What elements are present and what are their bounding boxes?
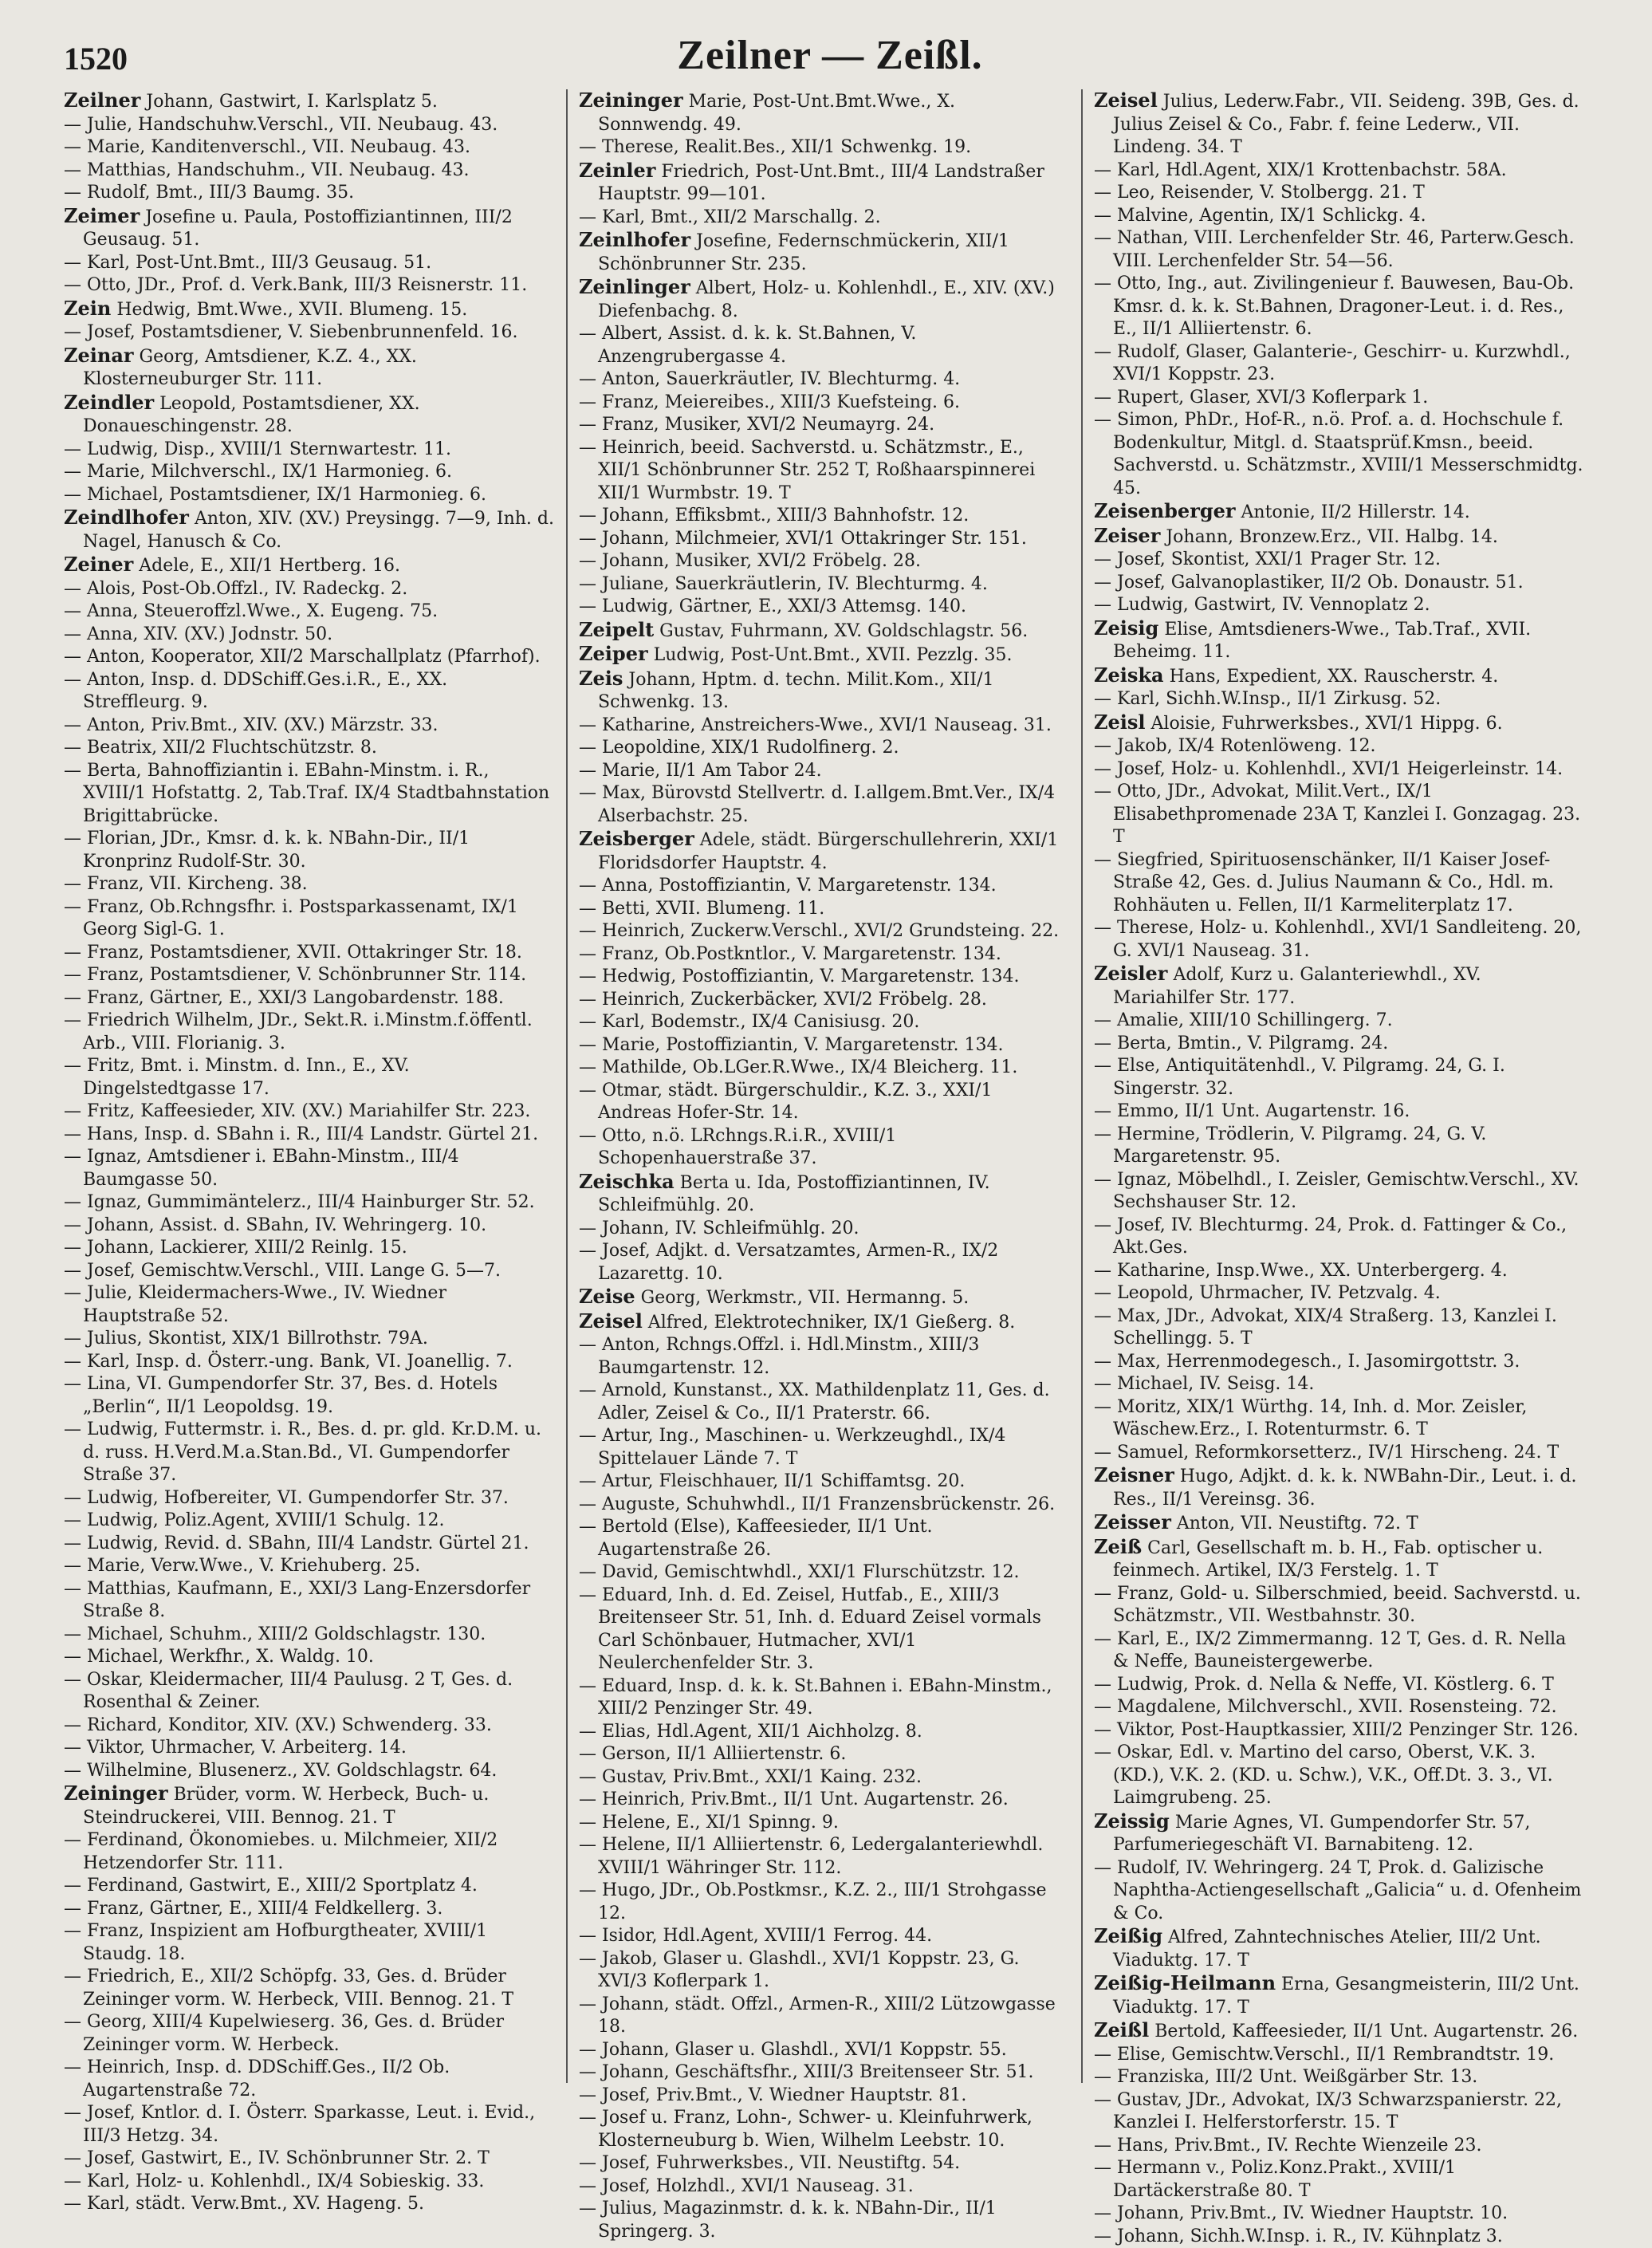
directory-entry: Zeinlhofer Josefine, Federnschmückerin, XII/1 Schönbrunner Str. 235. xyxy=(579,229,1070,276)
directory-entry: — Otto, Ing., aut. Zivilingenieur f. Bauwesen, Bau-Ob. Kmsr. d. k. k. St.Bahnen, Dragoner-Leut. i. d. Res., E., II/1 Alliiertenstr. 6. xyxy=(1094,273,1585,341)
directory-entry: — Ludwig, Poliz.Agent, XVIII/1 Schulg. 12. xyxy=(64,1510,555,1533)
directory-entry: — Simon, PhDr., Hof-R., n.ö. Prof. a. d. Hochschule f. Bodenkultur, Mitgl. d. Staatsprüf.Kmsn., beeid. Sachverstd. u. Schätzmstr., XVIII/1 Messerschmidtg. 45. xyxy=(1094,409,1585,500)
directory-entry: — Heinrich, Zuckerbäcker, XVI/2 Fröbelg. 28. xyxy=(579,989,1070,1012)
directory-entry: — Auguste, Schuhwhdl., II/1 Franzensbrückenstr. 26. xyxy=(579,1494,1070,1517)
directory-entry: — Otmar, städt. Bürgerschuldir., K.Z. 3., XXI/1 Andreas Hofer-Str. 14. xyxy=(579,1080,1070,1125)
headword: Zeisser xyxy=(1094,1510,1171,1533)
directory-entry: — Karl, Bodemstr., IX/4 Canisiusg. 20. xyxy=(579,1011,1070,1034)
directory-entry: — Gerson, II/1 Alliiertenstr. 6. xyxy=(579,1743,1070,1766)
directory-entry: — Leopoldine, XIX/1 Rudolfinerg. 2. xyxy=(579,737,1070,760)
directory-entry: — Franz, Gold- u. Silberschmied, beeid. Sachverstd. u. Schätzmstr., VII. Westbahnstr. 30. xyxy=(1094,1583,1585,1628)
directory-entry: Zeiner Adele, E., XII/1 Hertberg. 16. xyxy=(64,553,555,578)
directory-entry: — Karl, Post-Unt.Bmt., III/3 Geusaug. 51. xyxy=(64,252,555,275)
directory-entry: — Ludwig, Hofbereiter, VI. Gumpendorfer Str. 37. xyxy=(64,1487,555,1510)
page-number: 1520 xyxy=(64,40,128,77)
headword: Zeiska xyxy=(1094,663,1164,687)
headword: Zeisig xyxy=(1094,616,1158,640)
directory-entry: — Rudolf, Bmt., III/3 Baumg. 35. xyxy=(64,182,555,205)
directory-entry: — Ignaz, Gummimäntelerz., III/4 Hainburger Str. 52. xyxy=(64,1191,555,1215)
directory-entry: Zeisel Julius, Lederw.Fabr., VII. Seideng. 39B, Ges. d. Julius Zeisel & Co., Fabr. f. feine Lederw., VII. Lindeng. 34. T xyxy=(1094,89,1585,159)
directory-entry: Zeißig-Heilmann Erna, Gesangmeisterin, III/2 Unt. Viaduktg. 17. T xyxy=(1094,1972,1585,2019)
directory-entry: — Helene, E., XI/1 Spinng. 9. xyxy=(579,1812,1070,1835)
directory-entry: — Rupert, Glaser, XVI/3 Koflerpark 1. xyxy=(1094,387,1585,410)
directory-entry: — Ludwig, Futtermstr. i. R., Bes. d. pr. gld. Kr.D.M. u. d. russ. H.Verd.M.a.Stan.Bd., VI. Gumpendorfer Straße 37. xyxy=(64,1419,555,1487)
directory-entry: — Marie, II/1 Am Tabor 24. xyxy=(579,760,1070,783)
directory-entry: — Fritz, Bmt. i. Minstm. d. Inn., E., XV. Dingelstedtgasse 17. xyxy=(64,1055,555,1100)
headword: Zeisl xyxy=(1094,711,1146,734)
directory-entry: — Malvine, Agentin, IX/1 Schlickg. 4. xyxy=(1094,205,1585,228)
directory-entry: — Karl, Holz- u. Kohlenhdl., IX/4 Sobieskig. 33. xyxy=(64,2171,555,2194)
directory-entry: Zein Hedwig, Bmt.Wwe., XVII. Blumeng. 15. xyxy=(64,297,555,322)
directory-entry: — Johann, Priv.Bmt., IV. Wiedner Hauptstr. 10. xyxy=(1094,2203,1585,2226)
directory-entry: Zeis Johann, Hptm. d. techn. Milit.Kom., XII/1 Schwenkg. 13. xyxy=(579,667,1070,715)
directory-entry: Zeininger Brüder, vorm. W. Herbeck, Buch- u. Steindruckerei, VIII. Bennog. 21. T xyxy=(64,1782,555,1829)
directory-entry: — Johann, Lackierer, XIII/2 Reinlg. 15. xyxy=(64,1237,555,1260)
headword: Zeinar xyxy=(64,344,134,367)
directory-entry: Zeißl Bertold, Kaffeesieder, II/1 Unt. Augartenstr. 26. xyxy=(1094,2019,1585,2044)
directory-entry: Zeiser Johann, Bronzew.Erz., VII. Halbg. 14. xyxy=(1094,525,1585,549)
directory-entry: — Karl, Hdl.Agent, XIX/1 Krottenbachstr. 58A. xyxy=(1094,159,1585,183)
column-3 xyxy=(1081,89,1596,2083)
directory-entry: — Karl, Bmt., XII/2 Marschallg. 2. xyxy=(579,207,1070,230)
directory-entry: Zeißig Alfred, Zahntechnisches Atelier, III/2 Unt. Viaduktg. 17. T xyxy=(1094,1925,1585,1972)
directory-entry: — Julie, Kleidermachers-Wwe., IV. Wiedner Hauptstraße 52. xyxy=(64,1282,555,1328)
directory-entry: — Florian, JDr., Kmsr. d. k. k. NBahn-Dir., II/1 Kronprinz Rudolf-Str. 30. xyxy=(64,828,555,873)
headword: Zeipelt xyxy=(579,618,654,641)
directory-entry: — Josef, IV. Blechturmg. 24, Prok. d. Fattinger & Co., Akt.Ges. xyxy=(1094,1215,1585,1260)
directory-entry: — Johann, Effiksbmt., XIII/3 Bahnhofstr. 12. xyxy=(579,505,1070,528)
directory-entry: — Max, Bürovstd Stellvertr. d. I.allgem.Bmt.Ver., IX/4 Alserbachstr. 25. xyxy=(579,782,1070,828)
directory-entry: — Michael, Werkfhr., X. Waldg. 10. xyxy=(64,1646,555,1669)
directory-entry: — Heinrich, Priv.Bmt., II/1 Unt. Augartenstr. 26. xyxy=(579,1789,1070,1812)
headword: Zeisler xyxy=(1094,962,1167,985)
directory-entry: Zeinar Georg, Amtsdiener, K.Z. 4., XX. Klosterneuburger Str. 111. xyxy=(64,344,555,392)
column-2 xyxy=(566,89,1081,2083)
directory-entry: Zeisberger Adele, städt. Bürgerschullehrerin, XXI/1 Floridsdorfer Hauptstr. 4. xyxy=(579,828,1070,875)
directory-entry: — Hermann v., Poliz.Konz.Prakt., XVIII/1 Dartäckerstraße 80. T xyxy=(1094,2157,1585,2203)
headword: Zeischka xyxy=(579,1170,675,1193)
directory-entry: Zeimer Josefine u. Paula, Postoffiziantinnen, III/2 Geusaug. 51. xyxy=(64,205,555,252)
directory-entry: — Hedwig, Postoffiziantin, V. Margaretenstr. 134. xyxy=(579,966,1070,989)
headword: Zein xyxy=(64,297,111,320)
directory-entry: — Therese, Realit.Bes., XII/1 Schwenkg. 19. xyxy=(579,136,1070,159)
directory-entry: — Oskar, Kleidermacher, III/4 Paulusg. 2 T, Ges. d. Rosenthal & Zeiner. xyxy=(64,1669,555,1715)
directory-entry: — Eduard, Insp. d. k. k. St.Bahnen i. EBahn-Minstm., XIII/2 Penzinger Str. 49. xyxy=(579,1675,1070,1721)
directory-entry: — Gustav, JDr., Advokat, IX/3 Schwarzspanierstr. 22, Kanzlei I. Helferstorferstr. 15. T xyxy=(1094,2089,1585,2135)
directory-entry: — Rudolf, Glaser, Galanterie-, Geschirr- u. Kurzwhdl., XVI/1 Koppstr. 23. xyxy=(1094,341,1585,387)
directory-entry: — Samuel, Reformkorsetterz., IV/1 Hirscheng. 24. T xyxy=(1094,1442,1585,1465)
directory-entry: — Mathilde, Ob.LGer.R.Wwe., IX/4 Bleicherg. 11. xyxy=(579,1057,1070,1080)
directory-entry: Zeipelt Gustav, Fuhrmann, XV. Goldschlagstr. 56. xyxy=(579,619,1070,644)
directory-entry: — Otto, n.ö. LRchngs.R.i.R., XVIII/1 Schopenhauerstraße 37. xyxy=(579,1125,1070,1171)
directory-entry: — Siegfried, Spirituosenschänker, II/1 Kaiser Josef-Straße 42, Ges. d. Julius Naumann & Co., Hdl. m. Rohhäuten u. Fellen, II/1 Karmeliterplatz 17. xyxy=(1094,849,1585,918)
directory-entry: — Nathan, VIII. Lerchenfelder Str. 46, Parterw.Gesch. VIII. Lerchenfelder Str. 54—56. xyxy=(1094,227,1585,273)
directory-entry: — Ludwig, Gastwirt, IV. Vennoplatz 2. xyxy=(1094,594,1585,617)
directory-entry: — Georg, XIII/4 Kupelwieserg. 36, Ges. d. Brüder Zeininger vorm. W. Herbeck. xyxy=(64,2011,555,2057)
headword: Zeiser xyxy=(1094,524,1160,547)
directory-entry: Zeisler Adolf, Kurz u. Galanteriewhdl., XV. Mariahilfer Str. 177. xyxy=(1094,963,1585,1010)
directory-entry: Zeiska Hans, Expedient, XX. Rauscherstr. 4. xyxy=(1094,664,1585,689)
directory-entry: — Matthias, Kaufmann, E., XXI/3 Lang-Enzersdorfer Straße 8. xyxy=(64,1578,555,1624)
directory-entry: — Johann, Milchmeier, XVI/1 Ottakringer Str. 151. xyxy=(579,528,1070,551)
directory-entry: — Beatrix, XII/2 Fluchtschützstr. 8. xyxy=(64,737,555,760)
directory-entry: — Johann, Sichh.W.Insp. i. R., IV. Kühnplatz 3. xyxy=(1094,2226,1585,2248)
directory-entry: — Amalie, XIII/10 Schillingerg. 7. xyxy=(1094,1010,1585,1033)
headword: Zeininger xyxy=(579,89,683,112)
directory-entry: — Heinrich, Insp. d. DDSchiff.Ges., II/2 Ob. Augartenstraße 72. xyxy=(64,2057,555,2102)
directory-entry: — Heinrich, Zuckerw.Verschl., XVI/2 Grundsteing. 22. xyxy=(579,920,1070,943)
directory-entry: — Franziska, III/2 Unt. Weißgärber Str. 13. xyxy=(1094,2066,1585,2089)
directory-entry: Zeisner Hugo, Adjkt. d. k. k. NWBahn-Dir., Leut. i. d. Res., II/1 Vereinsg. 36. xyxy=(1094,1464,1585,1511)
directory-entry: — Johann, Glaser u. Glashdl., XVI/1 Koppstr. 55. xyxy=(579,2039,1070,2062)
directory-entry: — Michael, Schuhm., XIII/2 Goldschlagstr. 130. xyxy=(64,1624,555,1647)
headword: Zeiper xyxy=(579,642,648,665)
directory-entry: — Viktor, Post-Hauptkassier, XIII/2 Penzinger Str. 126. xyxy=(1094,1719,1585,1742)
directory-entry: Zeissig Marie Agnes, VI. Gumpendorfer Str. 57, Parfumeriegeschäft VI. Barnabiteng. 12. xyxy=(1094,1810,1585,1857)
directory-entry: — Marie, Verw.Wwe., V. Kriehuberg. 25. xyxy=(64,1555,555,1578)
directory-entry: — Gustav, Priv.Bmt., XXI/1 Kaing. 232. xyxy=(579,1766,1070,1789)
directory-entry: — Franz, Musiker, XVI/2 Neumayrg. 24. xyxy=(579,414,1070,437)
directory-entry: — Josef, Galvanoplastiker, II/2 Ob. Donaustr. 51. xyxy=(1094,572,1585,595)
directory-entry: — Ignaz, Amtsdiener i. EBahn-Minstm., III/4 Baumgasse 50. xyxy=(64,1146,555,1191)
directory-entry: — Marie, Postoffiziantin, V. Margaretenstr. 134. xyxy=(579,1034,1070,1057)
directory-entry: — Otto, JDr., Advokat, Milit.Vert., IX/1 Elisabethpromenade 23A T, Kanzlei I. Gonzagag. 23. T xyxy=(1094,781,1585,849)
directory-entry: — Josef, Holz- u. Kohlenhdl., XVI/1 Heigerleinstr. 14. xyxy=(1094,758,1585,781)
directory-entry: Zeisenberger Antonie, II/2 Hillerstr. 14. xyxy=(1094,500,1585,525)
directory-entry: — Franz, Meiereibes., XIII/3 Kuefsteing. 6. xyxy=(579,392,1070,415)
directory-entry: — Artur, Fleischhauer, II/1 Schiffamtsg. 20. xyxy=(579,1470,1070,1494)
directory-entry: — Karl, E., IX/2 Zimmermanng. 12 T, Ges. d. R. Nella & Neffe, Bauneistergewerbe. xyxy=(1094,1628,1585,1674)
directory-entry: — Moritz, XIX/1 Würthg. 14, Inh. d. Mor. Zeisler, Wäschew.Erz., I. Rotenturmstr. 6. T xyxy=(1094,1396,1585,1442)
headword: Zeissig xyxy=(1094,1809,1170,1833)
headword: Zeis xyxy=(579,667,623,690)
directory-entry: — Friedrich, E., XII/2 Schöpfg. 33, Ges. d. Brüder Zeininger vorm. W. Herbeck, VIII. Bennog. 21. T xyxy=(64,1966,555,2011)
directory-entry: Zeiß Carl, Gesellschaft m. b. H., Fab. optischer u. feinmech. Artikel, IX/3 Ferstelg. 1. T xyxy=(1094,1536,1585,1583)
directory-entry: — Julie, Handschuhw.Verschl., VII. Neubaug. 43. xyxy=(64,114,555,137)
headword: Zeindlhofer xyxy=(64,506,189,529)
directory-entry: — Max, JDr., Advokat, XIX/4 Straßerg. 13, Kanzlei I. Schellingg. 5. T xyxy=(1094,1305,1585,1351)
directory-entry: — Josef, Skontist, XXI/1 Prager Str. 12. xyxy=(1094,549,1585,572)
directory-entry: — Johann, IV. Schleifmühlg. 20. xyxy=(579,1218,1070,1241)
directory-entry: — Jakob, Glaser u. Glashdl., XVI/1 Koppstr. 23, G. XVI/3 Koflerpark 1. xyxy=(579,1948,1070,1994)
directory-entry: — Friedrich Wilhelm, JDr., Sekt.R. i.Minstm.f.öffentl. Arb., VIII. Florianig. 3. xyxy=(64,1010,555,1055)
directory-entry: — Johann, Musiker, XVI/2 Fröbelg. 28. xyxy=(579,550,1070,573)
directory-entry: — Wilhelmine, Blusenerz., XV. Goldschlagstr. 64. xyxy=(64,1760,555,1783)
headword: Zeisner xyxy=(1094,1463,1174,1486)
directory-entry: — Johann, Geschäftsfhr., XIII/3 Breitenseer Str. 51. xyxy=(579,2061,1070,2085)
directory-entry: — Ludwig, Prok. d. Nella & Neffe, VI. Köstlerg. 6. T xyxy=(1094,1674,1585,1697)
directory-entry: — Josef, Fuhrwerksbes., VII. Neustiftg. 54. xyxy=(579,2152,1070,2175)
directory-entry: — Katharine, Anstreichers-Wwe., XVI/1 Nauseag. 31. xyxy=(579,715,1070,738)
directory-entry: Zeise Georg, Werkmstr., VII. Hermanng. 5. xyxy=(579,1285,1070,1310)
running-title: Zeilner — Zeißl. xyxy=(64,32,1596,79)
headword: Zeinlhofer xyxy=(579,228,690,251)
directory-entry: — Karl, städt. Verw.Bmt., XV. Hageng. 5. xyxy=(64,2193,555,2216)
directory-entry: — Emmo, II/1 Unt. Augartenstr. 16. xyxy=(1094,1100,1585,1124)
directory-entry: Zeischka Berta u. Ida, Postoffiziantinnen, IV. Schleifmühlg. 20. xyxy=(579,1171,1070,1218)
directory-entry: — Betti, XVII. Blumeng. 11. xyxy=(579,898,1070,921)
directory-entry: — Juliane, Sauerkräutlerin, IV. Blechturmg. 4. xyxy=(579,573,1070,596)
directory-entry: — Hans, Priv.Bmt., IV. Rechte Wienzeile 23. xyxy=(1094,2135,1585,2158)
directory-entry: — Richard, Konditor, XIV. (XV.) Schwenderg. 33. xyxy=(64,1715,555,1738)
directory-entry: Zeindlhofer Anton, XIV. (XV.) Preysingg. 7—9, Inh. d. Nagel, Hanusch & Co. xyxy=(64,506,555,553)
headword: Zeißig-Heilmann xyxy=(1094,1971,1276,1994)
directory-columns xyxy=(64,89,1596,2083)
headword: Zeisel xyxy=(579,1309,643,1333)
headword: Zeise xyxy=(579,1285,635,1308)
directory-entry: — Ferdinand, Ökonomiebes. u. Milchmeier, XII/2 Hetzendorfer Str. 111. xyxy=(64,1829,555,1875)
directory-entry: — Karl, Insp. d. Österr.-ung. Bank, VI. Joanellig. 7. xyxy=(64,1351,555,1374)
directory-entry: — Hugo, JDr., Ob.Postkmsr., K.Z. 2., III/1 Strohgasse 12. xyxy=(579,1880,1070,1925)
headword: Zeindler xyxy=(64,391,154,414)
directory-entry: — Michael, IV. Seisg. 14. xyxy=(1094,1373,1585,1396)
directory-entry: — Josef, Adjkt. d. Versatzamtes, Armen-R., IX/2 Lazarettg. 10. xyxy=(579,1240,1070,1285)
directory-entry: — Katharine, Insp.Wwe., XX. Unterbergerg. 4. xyxy=(1094,1260,1585,1283)
directory-entry: — Albert, Assist. d. k. k. St.Bahnen, V. Anzengrubergasse 4. xyxy=(579,323,1070,368)
directory-entry: — Helene, II/1 Alliiertenstr. 6, Ledergalanteriewhdl. XVIII/1 Währinger Str. 112. xyxy=(579,1834,1070,1880)
directory-entry: — Franz, Postamtsdiener, V. Schönbrunner Str. 114. xyxy=(64,964,555,987)
directory-entry: — Eduard, Inh. d. Ed. Zeisel, Hutfab., E., XIII/3 Breitenseer Str. 51, Inh. d. Eduard Zeisel vormals Carl Schönbauer, Hutmacher, XVI/1 Neulerchenfelder Str. 3. xyxy=(579,1585,1070,1675)
directory-entry: — Ignaz, Möbelhdl., I. Zeisler, Gemischtw.Verschl., XV. Sechshauser Str. 12. xyxy=(1094,1169,1585,1215)
directory-entry: — Jakob, IX/4 Rotenlöweng. 12. xyxy=(1094,735,1585,758)
headword: Zeißl xyxy=(1094,2018,1149,2041)
directory-entry: — Elise, Gemischtw.Verschl., II/1 Rembrandtstr. 19. xyxy=(1094,2044,1585,2067)
directory-entry: — Isidor, Hdl.Agent, XVIII/1 Ferrog. 44. xyxy=(579,1925,1070,1948)
directory-entry: — Else, Antiquitätenhdl., V. Pilgramg. 24, G. I. Singerstr. 32. xyxy=(1094,1055,1585,1100)
headword: Zeisel xyxy=(1094,89,1158,112)
directory-entry: — Anton, Priv.Bmt., XIV. (XV.) Märzstr. 33. xyxy=(64,715,555,738)
directory-entry: — Arnold, Kunstanst., XX. Mathildenplatz 11, Ges. d. Adler, Zeisel & Co., II/1 Praterstr. 66. xyxy=(579,1380,1070,1425)
directory-entry: — Marie, Milchverschl., IX/1 Harmonieg. 6. xyxy=(64,461,555,484)
headword: Zeisenberger xyxy=(1094,499,1236,522)
directory-entry: — Karl, Sichh.W.Insp., II/1 Zirkusg. 52. xyxy=(1094,688,1585,711)
directory-entry: Zeinlinger Albert, Holz- u. Kohlenhdl., E., XIV. (XV.) Diefenbachg. 8. xyxy=(579,276,1070,323)
directory-entry: — Leo, Reisender, V. Stolbergg. 21. T xyxy=(1094,182,1585,205)
directory-entry: Zeisl Aloisie, Fuhrwerksbes., XVI/1 Hippg. 6. xyxy=(1094,711,1585,736)
directory-entry: — Anton, Sauerkräutler, IV. Blechturmg. 4. xyxy=(579,368,1070,392)
headword: Zeiner xyxy=(64,553,133,576)
directory-entry: — Ferdinand, Gastwirt, E., XIII/2 Sportplatz 4. xyxy=(64,1875,555,1898)
directory-entry: — Leopold, Uhrmacher, IV. Petzvalg. 4. xyxy=(1094,1282,1585,1305)
directory-entry: — Berta, Bmtin., V. Pilgramg. 24. xyxy=(1094,1033,1585,1056)
directory-entry: — Viktor, Uhrmacher, V. Arbeiterg. 14. xyxy=(64,1737,555,1760)
directory-entry: — Josef, Holzhdl., XVI/1 Nauseag. 31. xyxy=(579,2175,1070,2199)
directory-entry: — Franz, Postamtsdiener, XVII. Ottakringer Str. 18. xyxy=(64,942,555,965)
directory-entry: — Franz, Inspizient am Hofburgtheater, XVIII/1 Staudg. 18. xyxy=(64,1920,555,1966)
headword: Zeininger xyxy=(64,1781,168,1805)
directory-entry: — Oskar, Edl. v. Martino del carso, Oberst, V.K. 3. (KD.), V.K. 2. (KD. u. Schw.), V.K., Off.Dt. 3. 3., VI. Laimgrubeng. 25. xyxy=(1094,1742,1585,1810)
directory-entry: — Anna, Postoffiziantin, V. Margaretenstr. 134. xyxy=(579,875,1070,898)
directory-entry: — Therese, Holz- u. Kohlenhdl., XVI/1 Sandleiteng. 20, G. XVI/1 Nauseag. 31. xyxy=(1094,917,1585,963)
directory-entry: — Josef u. Franz, Lohn-, Schwer- u. Kleinfuhrwerk, Klosterneuburg b. Wien, Wilhelm Leebstr. 10. xyxy=(579,2107,1070,2152)
directory-entry: — David, Gemischtwhdl., XXI/1 Flurschützstr. 12. xyxy=(579,1561,1070,1585)
headword: Zeilner xyxy=(64,89,140,112)
directory-entry: — Julius, Skontist, XIX/1 Billrothstr. 79A. xyxy=(64,1328,555,1351)
directory-entry: — Otto, JDr., Prof. d. Verk.Bank, III/3 Reisnerstr. 11. xyxy=(64,274,555,297)
directory-entry: — Johann, städt. Offzl., Armen-R., XIII/2 Lützowgasse 18. xyxy=(579,1994,1070,2039)
directory-entry: — Hans, Insp. d. SBahn i. R., III/4 Landstr. Gürtel 21. xyxy=(64,1124,555,1147)
directory-entry: Zeisser Anton, VII. Neustiftg. 72. T xyxy=(1094,1511,1585,1536)
directory-entry: — Franz, Gärtner, E., XIII/4 Feldkellerg. 3. xyxy=(64,1898,555,1921)
directory-entry: — Berta, Bahnoffiziantin i. EBahn-Minstm. i. R., XVIII/1 Hofstattg. 2, Tab.Traf. IX/4 Stadtbahnstation Brigittabrücke. xyxy=(64,760,555,829)
directory-entry: — Julius, Magazinmstr. d. k. k. NBahn-Dir., II/1 Springerg. 3. xyxy=(579,2198,1070,2243)
directory-entry: — Josef, Priv.Bmt., V. Wiedner Hauptstr. 81. xyxy=(579,2085,1070,2108)
directory-entry: Zeisel Alfred, Elektrotechniker, IX/1 Gießerg. 8. xyxy=(579,1310,1070,1335)
directory-entry: — Lina, VI. Gumpendorfer Str. 37, Bes. d. Hotels „Berlin“, II/1 Leopoldsg. 19. xyxy=(64,1373,555,1419)
directory-entry: — Anna, XIV. (XV.) Jodnstr. 50. xyxy=(64,624,555,647)
directory-entry: — Artur, Ing., Maschinen- u. Werkzeughdl., IX/4 Spittelauer Lände 7. T xyxy=(579,1425,1070,1470)
directory-entry: Zeinler Friedrich, Post-Unt.Bmt., III/4 Landstraßer Hauptstr. 99—101. xyxy=(579,159,1070,207)
column-1 xyxy=(64,89,566,2083)
directory-entry: — Marie, Kanditenverschl., VII. Neubaug. 43. xyxy=(64,136,555,159)
directory-entry: — Ludwig, Revid. d. SBahn, III/4 Landstr. Gürtel 21. xyxy=(64,1533,555,1556)
headword: Zeinlinger xyxy=(579,275,690,298)
directory-entry: — Anton, Kooperator, XII/2 Marschallplatz (Pfarrhof). xyxy=(64,646,555,669)
directory-entry: — Ludwig, Gärtner, E., XXI/3 Attemsg. 140. xyxy=(579,596,1070,619)
directory-entry: — Magdalene, Milchverschl., XVII. Rosensteing. 72. xyxy=(1094,1696,1585,1719)
page-header xyxy=(64,32,1596,89)
directory-entry: Zeininger Marie, Post-Unt.Bmt.Wwe., X. Sonnwendg. 49. xyxy=(579,89,1070,136)
directory-entry: — Max, Herrenmodegesch., I. Jasomirgottstr. 3. xyxy=(1094,1351,1585,1374)
directory-entry: Zeiper Ludwig, Post-Unt.Bmt., XVII. Pezzlg. 35. xyxy=(579,643,1070,667)
directory-entry: — Matthias, Handschuhm., VII. Neubaug. 43. xyxy=(64,159,555,183)
directory-entry: — Franz, VII. Kircheng. 38. xyxy=(64,873,555,896)
directory-entry: — Anton, Insp. d. DDSchiff.Ges.i.R., E., XX. Streffleurg. 9. xyxy=(64,669,555,715)
headword: Zeisberger xyxy=(579,827,694,850)
directory-entry: — Anna, Steueroffzl.Wwe., X. Eugeng. 75. xyxy=(64,600,555,624)
directory-entry: — Heinrich, beeid. Sachverstd. u. Schätzmstr., E., XII/1 Schönbrunner Str. 252 T, Roßhaarspinnerei XII/1 Wurmbstr. 19. T xyxy=(579,437,1070,506)
headword: Zeiß xyxy=(1094,1535,1142,1558)
directory-entry: — Elias, Hdl.Agent, XII/1 Aichholzg. 8. xyxy=(579,1721,1070,1744)
headword: Zeinler xyxy=(579,159,655,182)
directory-entry: — Rudolf, IV. Wehringerg. 24 T, Prok. d. Galizische Naphtha-Actiengesellschaft „Galicia“ u. d. Ofenheim & Co. xyxy=(1094,1857,1585,1926)
directory-entry: — Josef, Postamtsdiener, V. Siebenbrunnenfeld. 16. xyxy=(64,321,555,344)
directory-entry: — Johann, Assist. d. SBahn, IV. Wehringerg. 10. xyxy=(64,1215,555,1238)
directory-entry: — Bertold (Else), Kaffeesieder, II/1 Unt. Augartenstraße 26. xyxy=(579,1516,1070,1561)
directory-entry: — Franz, Ob.Postkntlor., V. Margaretenstr. 134. xyxy=(579,943,1070,967)
directory-entry: Zeilner Johann, Gastwirt, I. Karlsplatz 5. xyxy=(64,89,555,114)
directory-entry: — Josef, Gemischtw.Verschl., VIII. Lange G. 5—7. xyxy=(64,1260,555,1283)
directory-entry: — Anton, Rchngs.Offzl. i. Hdl.Minstm., XIII/3 Baumgartenstr. 12. xyxy=(579,1334,1070,1380)
directory-entry: — Franz, Gärtner, E., XXI/3 Langobardenstr. 188. xyxy=(64,987,555,1010)
directory-entry: — Franz, Ob.Rchngsfhr. i. Postsparkassenamt, IX/1 Georg Sigl-G. 1. xyxy=(64,896,555,942)
directory-entry: — Fritz, Kaffeesieder, XIV. (XV.) Mariahilfer Str. 223. xyxy=(64,1100,555,1124)
directory-entry: — Michael, Postamtsdiener, IX/1 Harmonieg. 6. xyxy=(64,484,555,507)
directory-entry: — Josef, Gastwirt, E., IV. Schönbrunner Str. 2. T xyxy=(64,2148,555,2171)
directory-entry: — Alois, Post-Ob.Offzl., IV. Radeckg. 2. xyxy=(64,578,555,601)
directory-entry: — Josef, Kntlor. d. I. Österr. Sparkasse, Leut. i. Evid., III/3 Hetzg. 34. xyxy=(64,2102,555,2148)
directory-entry: — Ludwig, Disp., XVIII/1 Sternwartestr. 11. xyxy=(64,439,555,462)
headword: Zeimer xyxy=(64,204,140,227)
directory-entry: — Hermine, Trödlerin, V. Pilgramg. 24, G. V. Margaretenstr. 95. xyxy=(1094,1124,1585,1169)
directory-entry: Zeindler Leopold, Postamtsdiener, XX. Donaueschingenstr. 28. xyxy=(64,392,555,439)
headword: Zeißig xyxy=(1094,1924,1162,1947)
directory-entry: Zeisig Elise, Amtsdieners-Wwe., Tab.Traf., XVII. Beheimg. 11. xyxy=(1094,617,1585,664)
